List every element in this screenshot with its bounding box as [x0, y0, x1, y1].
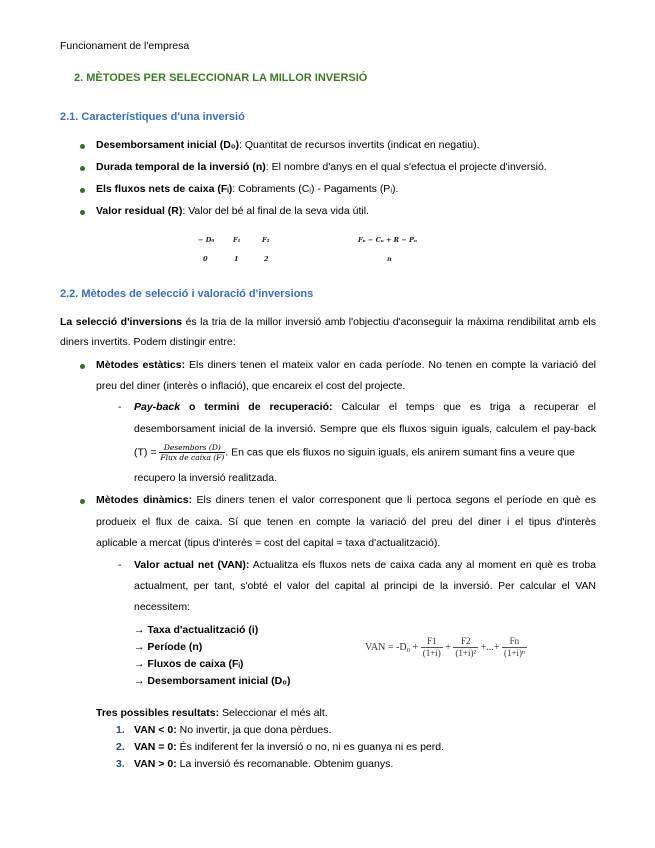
list-number: 3. [116, 758, 125, 770]
list-item [96, 205, 369, 217]
text: Els diners tenen el valor corresponent que li pertoca segons el període en què es [192, 494, 596, 506]
text: . En cas que els fluxos no siguin iguals, els anirem sumant fins a veure que [225, 446, 575, 459]
paragraph-line: necessitem: [134, 601, 191, 613]
list-item [96, 161, 547, 173]
paragraph-line [134, 401, 596, 413]
definition: : Quantitat de recursos invertits (indicat en negatiu). [239, 139, 480, 151]
paragraph-line [60, 316, 596, 328]
bold-term: Mètodes estàtics: [96, 359, 186, 371]
timeline-period: 0 [203, 255, 208, 263]
text: és la tria de la millor inversió amb l'objectiu d'aconseguir la màxima rendibilitat amb els [182, 316, 596, 328]
bullet-icon [80, 210, 85, 215]
requirement-item: → Període (n) [134, 641, 203, 653]
bullet-icon [80, 144, 85, 149]
bold-term: Valor actual net (VAN): [134, 559, 250, 571]
text: Actualitza els fluxos nets de caixa cada any al moment en què es troba [249, 559, 596, 571]
formula-operator: + [445, 641, 451, 653]
dash-marker: - [118, 401, 122, 413]
result-item [134, 741, 444, 753]
timeline-period: 2 [264, 255, 269, 263]
timeline-period: n [387, 255, 392, 263]
paragraph-line [96, 494, 596, 506]
bold-term: La selecció d'inversions [60, 316, 183, 328]
text: La inversió és recomanable. Obtenim guanys. [176, 758, 394, 770]
subsection-title-methods: 2.2. Mètodes de selecció i valoració d'inversions [60, 288, 314, 300]
van-formula [365, 636, 527, 659]
text: És indiferent fer la inversió o no, ni es guanya ni es perd. [176, 741, 445, 753]
page-header: Funcionament de l'empresa [60, 40, 190, 52]
subsection-title-characteristics: 2.1. Característiques d'una inversió [60, 111, 245, 123]
bold-term: Mètodes dinàmics: [96, 494, 193, 506]
paragraph-line [134, 443, 575, 462]
fraction-numerator: Desembors (D) [159, 443, 225, 453]
timeline-label: Fₙ − Cₙ + R − Pₙ [358, 236, 417, 244]
requirement-item: → Fluxos de caixa (Fᵢ) [134, 658, 244, 670]
text: (T) = [134, 446, 157, 459]
timeline-label: F₂ [262, 236, 270, 244]
formula-operator: +...+ [480, 641, 500, 653]
paragraph-line: actualment, per tant, s'obté el valor del capital al principi de la inversió. Per calcular el VAN [134, 580, 596, 592]
paragraph-line: diners invertits. Podem distingir entre: [60, 336, 236, 348]
list-item [96, 183, 398, 195]
list-number: 1. [116, 724, 125, 736]
text: Seleccionar el més alt. [219, 707, 328, 719]
bullet-icon [80, 364, 85, 369]
bold-term: VAN > 0: [134, 758, 177, 770]
definition: : Cobraments (Cᵢ) - Pagaments (Pᵢ). [232, 183, 399, 195]
result-item [134, 724, 331, 736]
timeline-label: − D₀ [198, 236, 215, 244]
requirement-item: → Desemborsament inicial (D₀) [134, 675, 291, 687]
section-title: 2. MÈTODES PER SELECCIONAR LA MILLOR INVERSIÓ [74, 72, 368, 84]
definition: : El nombre d'anys en el qual s'efectua el projecte d'inversió. [265, 161, 547, 173]
dash-marker: - [118, 559, 122, 571]
term: Els fluxos nets de caixa (Fᵢ) [96, 183, 233, 195]
bullet-icon [80, 166, 85, 171]
requirement-item: → Taxa d'actualització (i) [134, 624, 259, 636]
formula-term: $\frac{F2}{\text{(1+i)²}}$ [455, 636, 477, 658]
text: Calcular el temps que es triga a recuperar el [332, 401, 596, 413]
list-number: 2. [116, 741, 125, 753]
results-title [96, 707, 328, 719]
result-item [134, 758, 393, 770]
payback-fraction [159, 443, 225, 462]
bold-term: VAN < 0: [134, 724, 177, 736]
fraction-denominator: Flux de caixa (F) [160, 453, 225, 462]
paragraph-line [134, 559, 596, 571]
list-item [96, 139, 480, 151]
bold-term: VAN = 0: [134, 741, 177, 753]
formula-lhs: VAN = -D₀ + [365, 641, 419, 653]
paragraph-line [96, 359, 596, 371]
term: Desemborsament inicial (D₀) [96, 139, 240, 151]
paragraph-line: desemborsament inicial de la inversió. Sempre que els fluxos siguin iguals, calculem el pay-back [134, 423, 596, 435]
formula-term: $\frac{F1}{(1+i)}$ [422, 636, 441, 658]
timeline-label: F₁ [233, 236, 241, 244]
formula-term: $\frac{Fn}{\text{(1+i)ⁿ}}$ [503, 636, 525, 658]
text: Els diners tenen el mateix valor en cada període. No tenen en compte la variació del [185, 359, 596, 371]
term: Durada temporal de la inversió (n) [96, 161, 266, 173]
definition: : Valor del bé al final de la seva vida útil. [182, 205, 369, 217]
text: No invertir, ja que dona pèrdues. [176, 724, 332, 736]
bullet-icon [80, 188, 85, 193]
paragraph-line: recupero la inversió realitzada. [134, 472, 277, 484]
paragraph-line: aplicable a mercat (tipus d'interès = cost del capital = taxa d'actualització). [96, 537, 441, 549]
bold-term: Pay-back o termini de recuperació: [134, 401, 333, 413]
paragraph-line: produeix el flux de caixa. Sí que tenen en compte la variació del preu del diner i el tipus d'interès [96, 516, 596, 528]
timeline-period: 1 [234, 255, 239, 263]
bold-term: Tres possibles resultats: [96, 707, 220, 719]
term: Valor residual (R) [96, 205, 183, 217]
bullet-icon [80, 499, 85, 504]
paragraph-line: preu del diner (interès o inflació), que encareix el cost del projecte. [96, 380, 406, 392]
